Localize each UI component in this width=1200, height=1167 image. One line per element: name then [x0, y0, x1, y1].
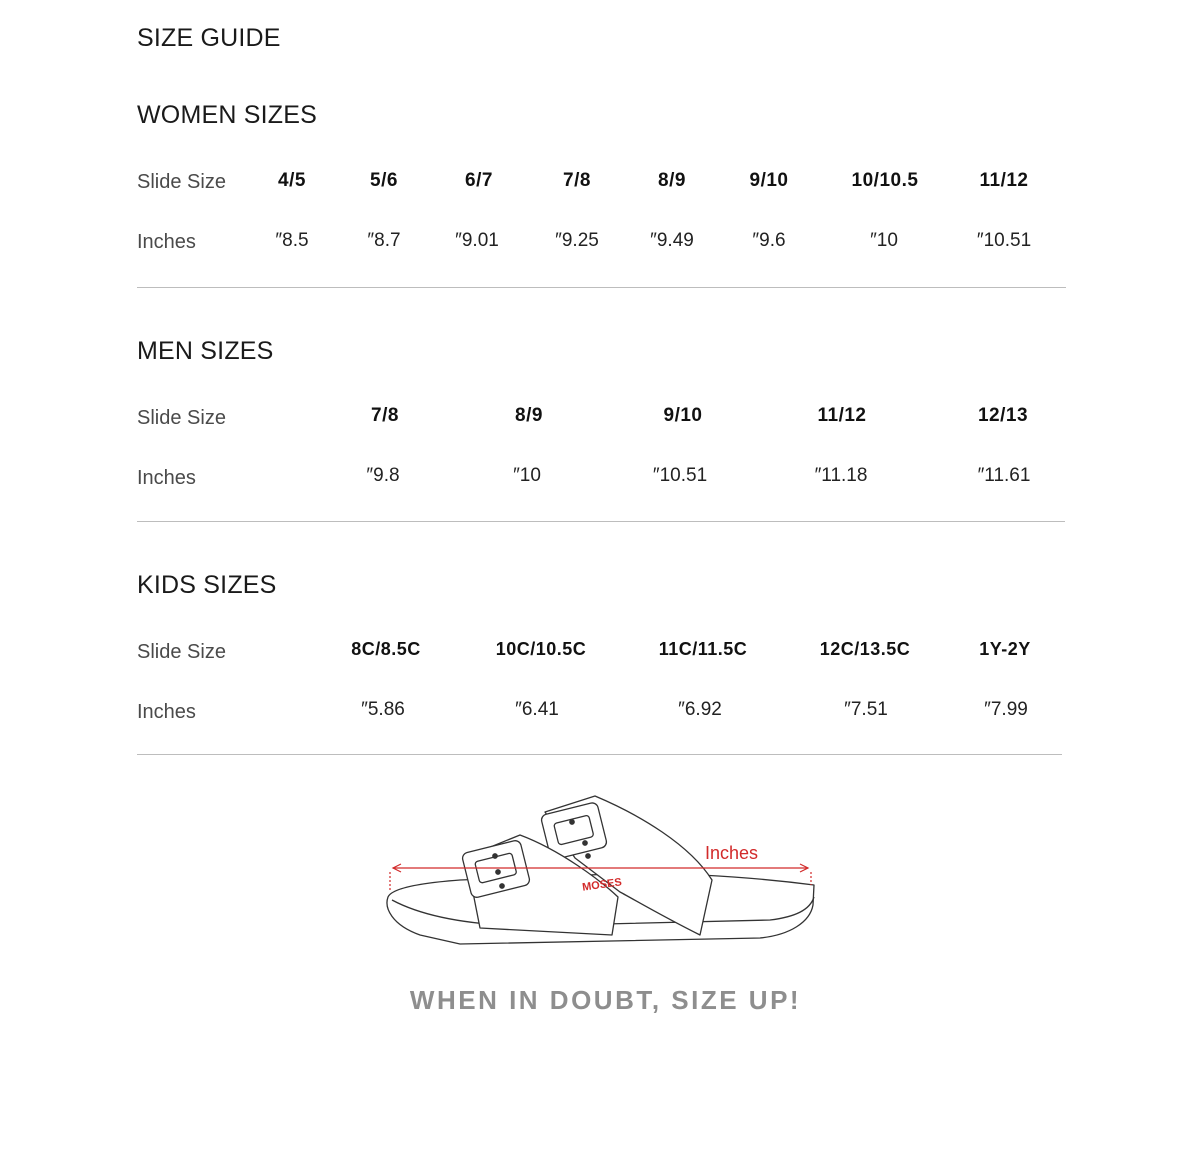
measure-label: Inches — [705, 843, 759, 863]
men-inch-cell: ″10 — [513, 465, 541, 486]
men-inch-cell: ″9.8 — [366, 465, 400, 486]
men-inch-cell: ″10.51 — [652, 465, 708, 486]
women-inch-cell: ″9.01 — [455, 230, 499, 251]
page-title: SIZE GUIDE — [137, 24, 281, 52]
men-section-title: MEN SIZES — [137, 337, 274, 365]
women-inch-cell: ″9.49 — [650, 230, 694, 251]
women-size-cell: 5/6 — [370, 170, 398, 191]
men-inch-cell: ″11.61 — [977, 465, 1031, 486]
kids-size-cell: 1Y-2Y — [979, 639, 1031, 659]
kids-inch-cell: ″7.99 — [984, 699, 1028, 720]
women-section-title: WOMEN SIZES — [137, 101, 317, 129]
kids-slide-size-label: Slide Size — [137, 641, 226, 663]
women-size-cell: 9/10 — [749, 170, 789, 191]
women-size-cell: 6/7 — [465, 170, 493, 191]
men-inches-label: Inches — [137, 467, 196, 489]
women-size-cell: 4/5 — [278, 170, 306, 191]
kids-inch-cell: ″7.51 — [844, 699, 888, 720]
kids-section-title: KIDS SIZES — [137, 571, 277, 599]
kids-size-cell: 10C/10.5C — [495, 639, 587, 659]
women-inch-cell: ″10 — [870, 230, 898, 251]
women-size-cell: 8/9 — [658, 170, 686, 191]
women-size-cell: 11/12 — [979, 170, 1029, 191]
women-slide-size-label: Slide Size — [137, 171, 226, 193]
women-inch-cell: ″10.51 — [976, 230, 1032, 251]
women-inch-cell: ″8.5 — [275, 230, 309, 251]
women-inches-label: Inches — [137, 231, 196, 253]
size-up-note: WHEN IN DOUBT, SIZE UP! — [409, 985, 802, 1015]
kids-inch-cell: ″5.86 — [361, 699, 405, 720]
kids-size-cell: 11C/11.5C — [658, 639, 748, 659]
men-size-cell: 8/9 — [515, 405, 543, 426]
men-size-cell: 11/12 — [817, 405, 867, 426]
women-inch-cell: ″8.7 — [367, 230, 401, 251]
kids-size-cell: 12C/13.5C — [819, 639, 911, 659]
men-inch-cell: ″11.18 — [814, 465, 868, 486]
women-size-cell: 10/10.5 — [851, 170, 919, 191]
men-size-cell: 9/10 — [663, 405, 703, 426]
kids-inches-label: Inches — [137, 701, 196, 723]
men-size-cell: 12/13 — [977, 405, 1029, 426]
women-inch-cell: ″9.25 — [555, 230, 599, 251]
men-size-cell: 7/8 — [371, 405, 399, 426]
kids-size-cell: 8C/8.5C — [351, 639, 421, 659]
kids-inch-cell: ″6.92 — [678, 699, 722, 720]
women-size-cell: 7/8 — [563, 170, 591, 191]
women-inch-cell: ″9.6 — [752, 230, 786, 251]
brand-logo: MOSES — [581, 876, 623, 894]
kids-inch-cell: ″6.41 — [515, 699, 559, 720]
men-slide-size-label: Slide Size — [137, 407, 226, 429]
